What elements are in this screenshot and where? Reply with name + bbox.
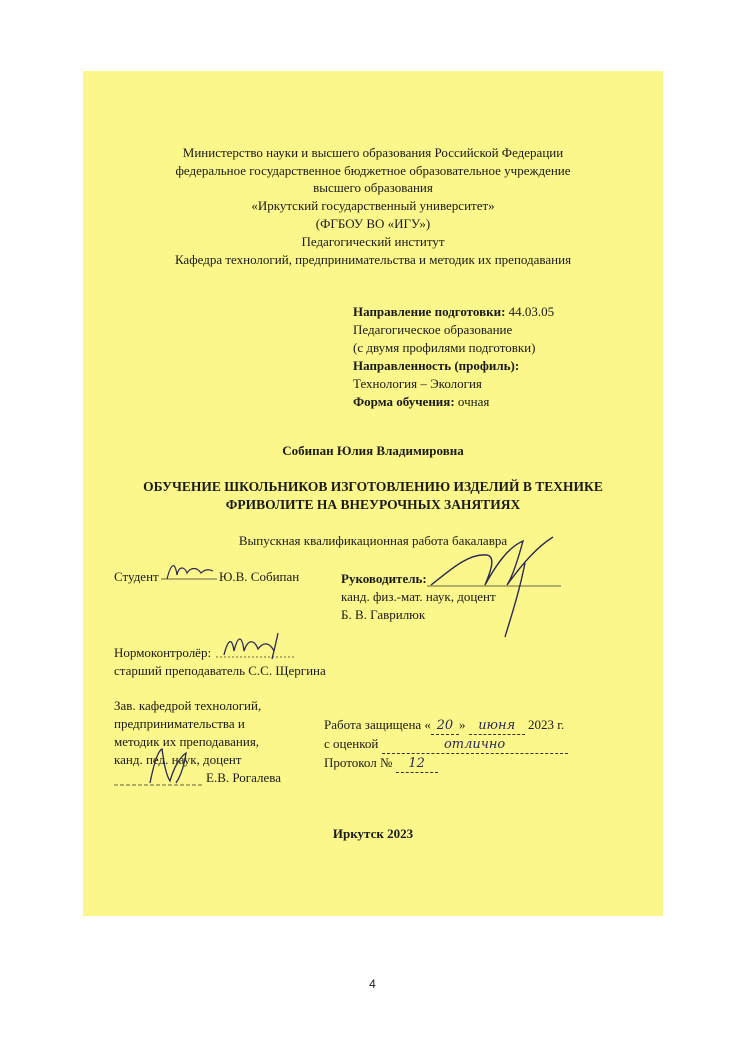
- normcontrol-signature: [216, 629, 296, 659]
- grade-line: [324, 735, 568, 754]
- student-name: Ю.В. Собипан: [219, 569, 300, 584]
- student-signature: [161, 557, 219, 585]
- page-number: 4: [369, 977, 376, 991]
- normcontrol-label: Нормоконтролёр:: [114, 645, 212, 660]
- defense-day: 20: [431, 717, 459, 735]
- direction-note: (с двумя профилями подготовки): [353, 340, 536, 355]
- university-abbrev: (ФГБОУ ВО «ИГУ»): [315, 216, 431, 231]
- normcontrol-position: старший преподаватель С.С. Щергина: [114, 663, 326, 678]
- grade-label: с оценкой: [324, 736, 379, 751]
- profile-value: Технология – Экология: [353, 376, 482, 391]
- defense-line: Работа защищена « 20 » июня 2023 г.: [324, 717, 565, 733]
- head-name: Е.В. Рогалева: [206, 770, 281, 785]
- defense-year: 2023 г.: [524, 717, 565, 732]
- direction-code: 44.03.05: [505, 304, 555, 319]
- head-line1: Зав. кафедрой технологий,: [114, 698, 262, 713]
- education-level-line: высшего образования: [313, 180, 433, 195]
- defended-prefix: Работа защищена «: [324, 717, 431, 732]
- protocol-label: Протокол №: [324, 755, 393, 770]
- university-name: «Иркутский государственный университет»: [251, 198, 495, 213]
- city-year: Иркутск 2023: [332, 826, 414, 841]
- study-form-line: [353, 393, 489, 410]
- thesis-title-line1: ОБУЧЕНИЕ ШКОЛЬНИКОВ ИЗГОТОВЛЕНИЮ ИЗДЕЛИЙ В ТЕХНИКЕ: [143, 479, 603, 494]
- title-page: [83, 71, 663, 916]
- institute-name: Педагогический институт: [301, 234, 445, 249]
- institution-type-line: федеральное государственное бюджетное образовательное учреждение: [175, 163, 571, 178]
- thesis-title-line2: ФРИВОЛИТЕ НА ВНЕУРОЧНЫХ ЗАНЯТИЯХ: [225, 497, 521, 512]
- supervisor-label: Руководитель:: [341, 571, 427, 586]
- head-signature: [114, 743, 206, 787]
- work-type: Выпускная квалификационная работа бакалавра: [238, 533, 508, 548]
- protocol-line: [324, 754, 438, 773]
- department-name: Кафедра технологий, предпринимательства и методик их преподавания: [174, 252, 572, 267]
- ministry-line: Министерство науки и высшего образования Российской Федерации: [182, 145, 564, 160]
- supervisor-degree: канд. физ.-мат. наук, доцент: [341, 589, 496, 604]
- direction-label: Направление подготовки:: [353, 304, 506, 319]
- direction-line: [353, 303, 554, 320]
- study-form-value: очная: [454, 394, 490, 409]
- direction-name: Педагогическое образование: [353, 322, 513, 337]
- author-name: Собипан Юлия Владимировна: [282, 443, 464, 458]
- protocol-number: 12: [396, 755, 438, 773]
- head-line2: предпринимательства и: [114, 716, 245, 731]
- study-form-label: Форма обучения:: [353, 394, 455, 409]
- supervisor-name: Б. В. Гаврилюк: [341, 607, 426, 622]
- student-label: Студент: [114, 569, 159, 584]
- head-line4: канд. пед. наук, доцент: [114, 752, 242, 767]
- grade-value: отлично: [382, 736, 568, 754]
- head-line3: методик их преподавания,: [114, 734, 260, 749]
- supervisor-signature: [427, 533, 562, 641]
- defense-month: июня: [469, 717, 525, 735]
- profile-label: Направленность (профиль):: [353, 358, 520, 373]
